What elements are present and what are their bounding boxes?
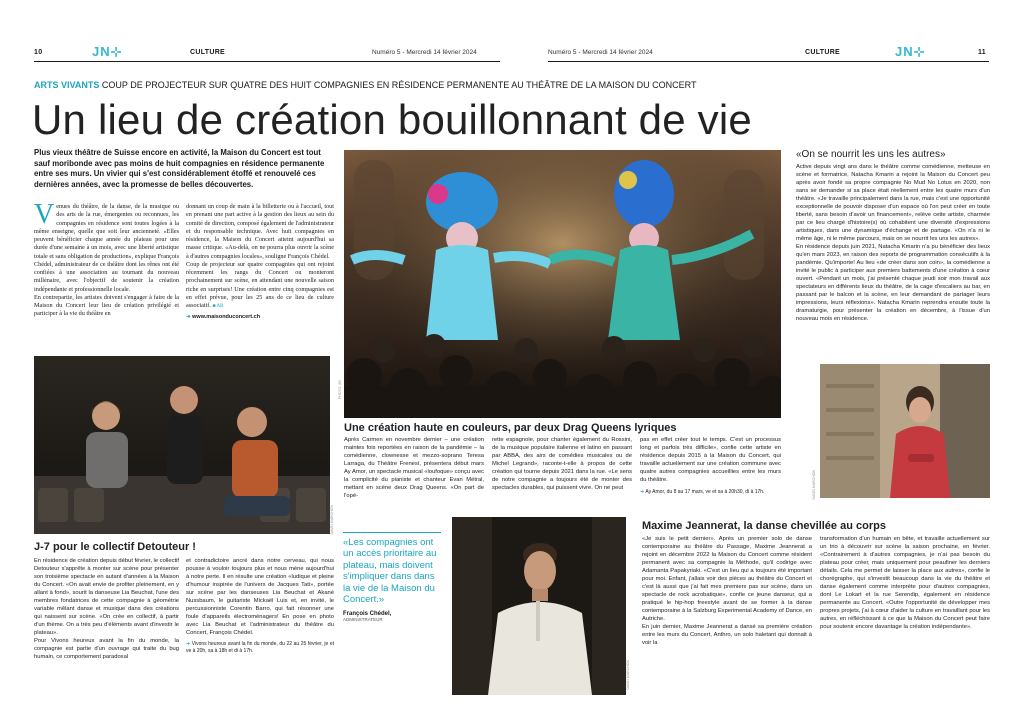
detouteur-title: J-7 pour le collectif Detouteur ! <box>34 541 196 553</box>
photo-drag-queens-image <box>344 150 781 418</box>
page-number-left: 10 <box>34 49 43 56</box>
main-article-col2-text: donnant un coup de main à la billetterie ou à l'accueil, tout en prenant une part active à la gestion des lieux au sein du comité de direction, composé également de l'administrateur et du responsable technique. Avec huit compagnies en résidence, la Maison du Concert atteint aujourd'hui sa masse critique. «Au-delà, on ne pourra plus ouvrir la scène à d'autres compagnies locales», souligne François Chédel. Coup de projecteur sur quatre compagnies qui ont rejoint récemment les rangs du Concert ou monteront prochainement sur scène, en attendant une nouvelle saison riche en surprises! Une création entre cinq compagnies est en effet prévue, pour les 25 ans de ce lieu de culture associatif. <box>186 203 334 309</box>
credit-photo4: DAVID MARCHON <box>812 470 816 500</box>
detouteur-info: ➜ Vivons heureux avant la fin du monde, du 22 au 25 février, je et ve à 20h, sa à 18h et di à 17h. <box>186 640 334 654</box>
main-article-col1-text: enues du théâtre, de la danse, de la musique ou des arts de la rue, émergentes ou reconnues, les compagnies en résidence sont toutes logées à la même enseigne, quelle que soit leur ancienneté. «Elles peuvent bénéficier chaque année du plateau pour une durée d'une semaine à un mois, avec une liberté artistique totale et sans obligation de production», explique François Chédel, administrateur de ce théâtre dont les rênes ont été confiées à une association au tournant du nouveau millénaire, avec l'objectif de soutenir la création indépendante et professionnelle locale. En contrepartie, les artistes doivent s'engager à faire de la Maison du Concert leur lieu de création privilégié et participer à la vie du théâtre en <box>34 203 179 318</box>
photo-drag-queens <box>344 150 781 418</box>
photo-kmarin-image <box>820 364 990 498</box>
author-initials: ■ AR <box>212 304 224 309</box>
photo-detouteur <box>34 356 330 534</box>
kicker-rubric: ARTS VIVANTS <box>34 80 100 90</box>
issue-right: Numéro 5 - Mercredi 14 février 2024 <box>548 49 653 56</box>
page-number-right: 11 <box>978 49 986 56</box>
header-rule-left <box>34 61 500 62</box>
kicker <box>34 80 994 90</box>
jeannerat-title: Maxime Jeannerat, la danse chevillée au corps <box>642 520 886 532</box>
website-link[interactable]: ➜ www.maisonduconcert.ch <box>186 313 261 320</box>
detouteur-col2-text: et contradictoire ancré dans notre cerveau, qui nous pousse à vouloir toujours plus et nous mène aujourd'hui à notre perte. Il en résulte une création «ludique et pleine d'humour inspirée de l'univers de Jacques Tati», portée sur scène par les danseuses Lia Beuchat et Akané Nussbaum, le guitariste Mickaël Luis et, en invité, le percussionniste Corentin Barro, qui fait résonner une foule d'appareils électroménagers! En pose en photo avec Lia Beuchat et l'administrateur du théâtre du Concert, François Chédel. <box>186 558 334 636</box>
kmarin-text: Active depuis vingt ans dans le théâtre comme comédienne, metteuse en scène et formatrice, Natacha Kmarin a rejoint la Maison du Concert peu après avoir fondé sa propre compagnie No Mud No Lotus en 2020, non sans se demander si sa place était réellement entre les quatre murs d'un théâtre. «Je travaille principalement dans la rue, mais c'est une opportunité exceptionnelle de pouvoir disposer d'un espace où l'on peut créer en toute liberté, sans besoin d'avoir un financement», relève cette artiste, charmée par ce lieu chargé d'histoire(s) où cohabitent une diversité d'expressions artistiques, dans une dynamique d'échange et de partage. «On n'a ni le même âge, ni le même parcours, mais on se nourrit les uns les autres». En résidence depuis juin 2021, Natacha Kmarin n'a pu bénéficier des lieux qu'en mars 2023, en raison des reports de programmation consécutifs à la pandémie. Qu'importe! Au lieu «de créer dans son coin», la comédienne a invité le public à participer aux premiers battements d'une création à cœur ouvert. «Pendant un mois, j'ai présenté chaque jeudi soir mon travail aux spectateurs en différents lieux du théâtre, de la cage d'escaliers au bar, en passant par le balcon et la scène, en leur demandant de partager leurs impressions, leurs réflexions». Natacha Kmarin reprendra ensuite toute la dramaturgie, pour présenter la création en décembre, à l'issue d'un nouveau mois en résidence. <box>796 164 990 322</box>
pull-quote-role: ADMINISTRATEUR <box>343 617 383 623</box>
section-left: CULTURE <box>190 49 226 56</box>
jeannerat-col1: «Je suis le petit dernier». Après un premier solo de danse contemporaine au théâtre du Passage, Maxime Jeannerat a rejoint en décembre 2022 la Maison du Concert comme résident permanent avec sa compagnie la Méthode, qu'il codirige avec Adamanta Papakyriaki. «C'est un lieu qui a toujours été important pour moi. Enfant, j'allais voir des pièces au théâtre du Concert et c'est là aussi que j'ai fait mes premiers pas sur scène, dans un spectacle de rock acrobatique», confie ce jeune danseur, qui a pratiqué le hip-hop freestyle avant de se former à la danse contemporaine à la Salzburg Experimental Academy of Dance, en Autriche. En juin dernier, Maxime Jeannerat a dansé sa première création entre les murs du Concert, Anthro, un solo haletant qui donnait à voir la <box>642 536 812 646</box>
credit-photo1: DAVID MARCHON <box>330 505 334 535</box>
detouteur-col1: En résidence de création depuis début février, le collectif Detouteur s'apprête à monter sur scène pour présenter son troisième spectacle en autant d'années à la Maison du Concert. «On avait envie de profiter pleinement, en y allant à fond», sourit la danseuse Lia Beuchat, l'une des membres fondatrices de cette compagnie à géométrie variable mêlant danse et musique dans des créations qui naissent sur scène. «On crée en collectif, à partir d'un thème. On a très peu d'éléments avant d'investir le plateau». Pour Vivons heureux avant la fin du monde, la compagnie est partie d'un ouvrage qui traite du bug humain, ce comportement paradoxal <box>34 558 180 660</box>
pull-quote-box <box>343 532 441 622</box>
credit-photo2: PHOTO: AR <box>338 380 342 399</box>
jeannerat-col2: transformation d'un humain en bête, et travaille actuellement sur un trio à découvrir sur scène la saison prochaine, en février. «Contrairement à d'autres compagnies, je n'ai pas besoin du plateau pour créer, mais uniquement pour peaufiner les derniers détails. Cela me permet de laisser la place aux autres», confie le chorégraphe, qui s'investit beaucoup dans la vie du théâtre et danse également comme interprète pour d'autres compagnies, dont Le Lokart et la rue Serendip, également en résidence permanente au Concert. «Outre l'opportunité de développer mes propres projets, j'ai à cœur d'aider la culture en travaillant pour les autres, en réfléchissant à ce que la Maison du Concert peut faire pour soutenir encore davantage la création indépendante». <box>820 536 990 630</box>
drag-queens-info: ➜ Ay Amor, du 8 au 17 mars, ve et sa à 20h30, di à 17h. <box>640 488 765 495</box>
main-article-col2 <box>186 203 334 321</box>
photo-kmarin <box>820 364 990 498</box>
issue-left: Numéro 5 - Mercredi 14 février 2024 <box>372 49 477 56</box>
detouteur-col2 <box>186 558 334 655</box>
main-article-col1 <box>34 199 179 319</box>
lead-paragraph: Plus vieux théâtre de Suisse encore en activité, la Maison du Concert est tout sauf moribonde avec pas moins de huit compagnies en résidence permanente entre ses murs. Un vivier qui s'est considérablement étoffé et renouvelé ces dernières années, avec la promesse de belles découvertes. <box>34 148 325 189</box>
photo-detouteur-image <box>34 356 330 534</box>
logo-right: JN⊹ <box>895 44 926 59</box>
drag-queens-title: Une création haute en couleurs, par deux Drag Queens lyriques <box>344 422 677 434</box>
kmarin-title: «On se nourrit les uns les autres» <box>796 149 946 160</box>
drag-queens-col3 <box>640 437 781 496</box>
photo-jeannerat-image <box>452 517 626 695</box>
drag-queens-col2: rette espagnole, pour chanter également du Rossini, de la musique populaire italienne et latino en passant par ABBA, des airs de comédies musicales ou de Michel Legrand», raconte-t-elle à propos de cette création qui tourne depuis 2021 dans la rue. «Le sens de notre compagnie a toujours été de monter des spectacles durables, qui puissent vivre. On ne peut <box>492 437 632 491</box>
pull-quote-text: «Les compagnies ont un accès prioritaire au plateau, mais doivent s'impliquer dans dans la vie de la Maison du Concert.» <box>343 537 437 605</box>
drag-queens-col3-text: pas en effet créer tout le temps. C'est un processus long et parfois très difficile», confie cette artiste en résidence depuis 2015 à la Maison du Concert, qui travaille actuellement sur une création commune avec quatre autres compagnies accueillies entre les murs du théâtre. <box>640 437 781 483</box>
kicker-text: COUP DE PROJECTEUR SUR QUATRE DES HUIT COMPAGNIES EN RÉSIDENCE PERMANENTE AU THÉÂTRE DE LA MAISON DU CONCERT <box>101 80 697 90</box>
credit-photo3: DAVID MARCHON <box>626 660 630 690</box>
logo-left: JN⊹ <box>92 44 123 59</box>
pull-quote-author: François Chédel, <box>343 611 392 618</box>
drag-queens-col1: Après Carmen en novembre dernier – une création maintes fois reportées en raison de la pandémie – la comédienne, clownesse et mezzo-soprano Teresa Larraga, du Théâtre Frenesí, présentera début mars Ay Amor, un spectacle musical «loufoque» conçu avec la complicité du pianiste et chanteur Evan Métral, mettant en scène deux Drag Queens. «On part de l'opé- <box>344 437 484 499</box>
section-right: CULTURE <box>805 49 841 56</box>
header-rule-right <box>548 61 989 62</box>
pull-quote-rule <box>343 532 441 533</box>
photo-jeannerat <box>452 517 626 695</box>
dropcap: V <box>34 199 55 230</box>
headline: Un lieu de création bouillonnant de vie <box>32 96 752 143</box>
